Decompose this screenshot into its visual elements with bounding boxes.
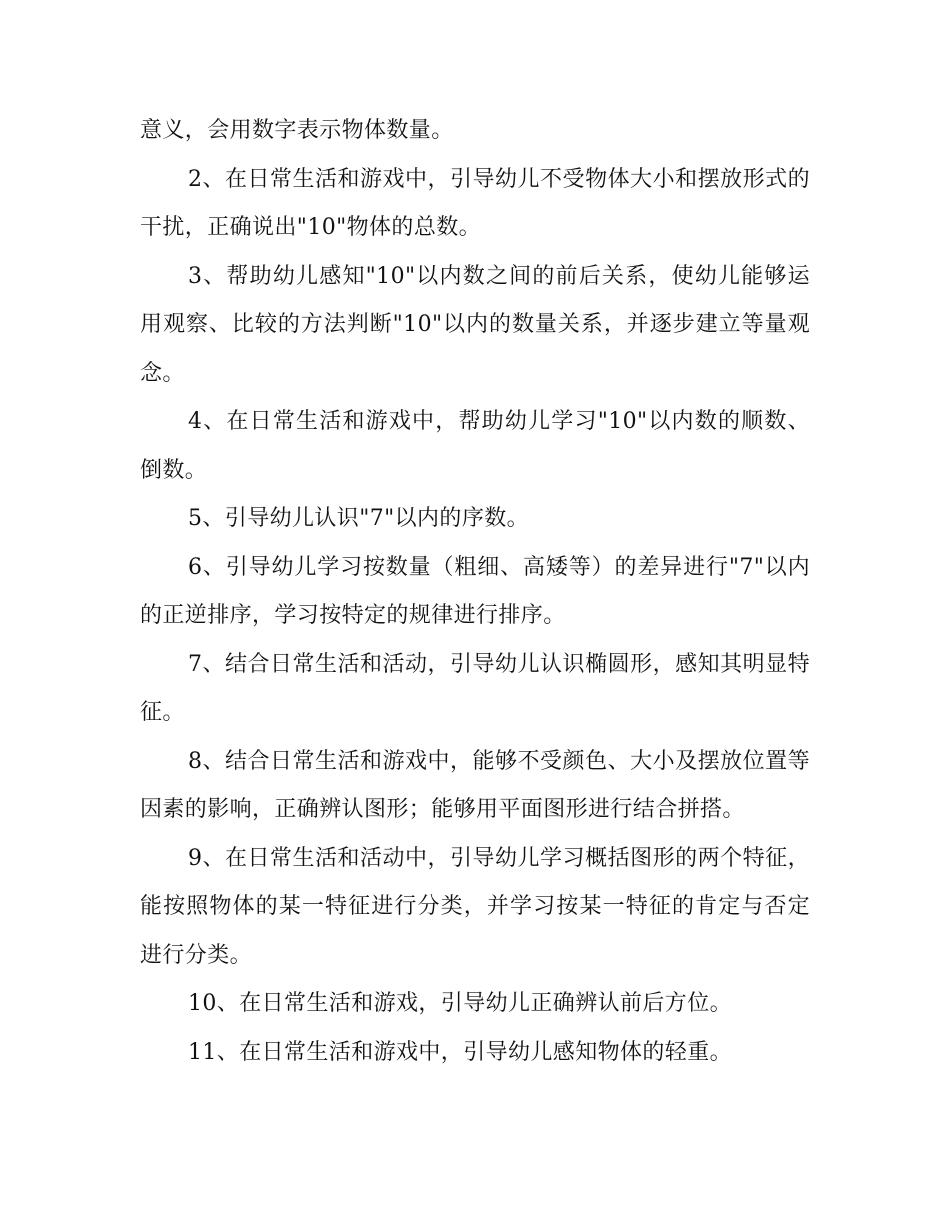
paragraph-item-5: 5、引导幼儿认识"7"以内的序数。 <box>188 506 530 531</box>
paragraph-item-7: 7、结合日常生活和活动，引导幼儿认识椭圆形，感知其明显特征。 <box>140 651 810 725</box>
paragraph-item-3: 3、帮助幼儿感知"10"以内数之间的前后关系，使幼儿能够运用观察、比较的方法判断"10"以内的数量关系，并逐步建立等量观念。 <box>140 263 810 386</box>
paragraph-item-9: 9、在日常生活和活动中，引导幼儿学习概括图形的两个特征，能按照物体的某一特征进行分类，并学习按某一特征的肯定与否定进行分类。 <box>140 845 810 968</box>
paragraph-continuation: 意义，会用数字表示物体数量。 <box>140 118 454 143</box>
paragraph-item-10: 10、在日常生活和游戏，引导幼儿正确辨认前后方位。 <box>188 991 732 1016</box>
paragraph-item-11: 11、在日常生活和游戏中，引导幼儿感知物体的轻重。 <box>188 1039 732 1065</box>
paragraph-item-2: 2、在日常生活和游戏中，引导幼儿不受物体大小和摆放形式的干扰，正确说出"10"物体的总数。 <box>140 166 810 240</box>
paragraph-item-8: 8、结合日常生活和游戏中，能够不受颜色、大小及摆放位置等因素的影响，正确辨认图形；能够用平面图形进行结合拼搭。 <box>140 748 810 822</box>
paragraph-item-6: 6、引导幼儿学习按数量（粗细、高矮等）的差异进行"7"以内的正逆排序，学习按特定的规律进行排序。 <box>140 554 810 628</box>
paragraph-item-4: 4、在日常生活和游戏中，帮助幼儿学习"10"以内数的顺数、倒数。 <box>140 409 810 483</box>
document-body <box>140 107 810 1077</box>
